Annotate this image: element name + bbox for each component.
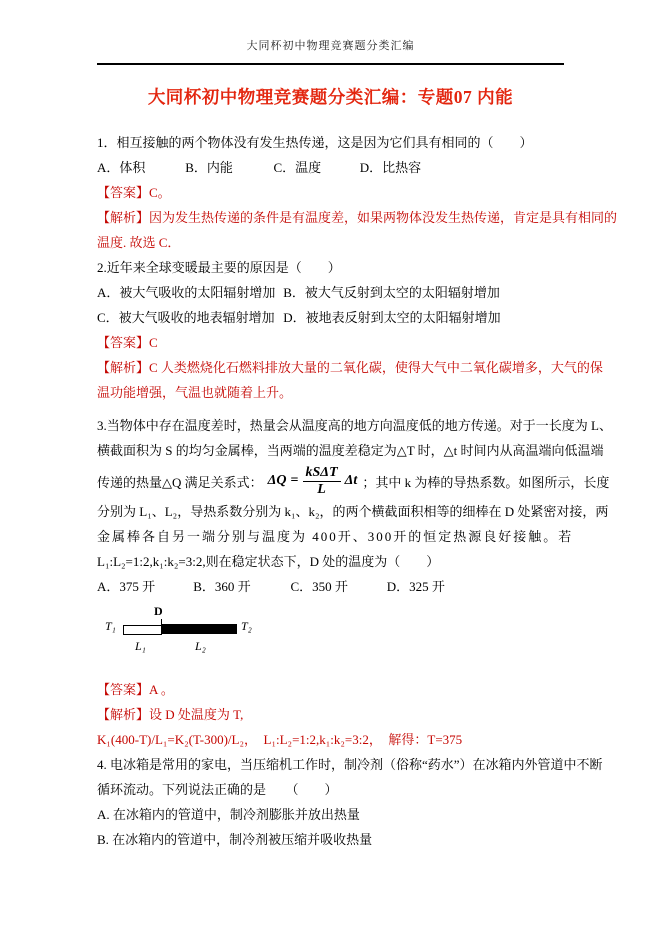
q1-answer: 【答案】C。 <box>97 185 171 200</box>
formula-numerator: kSΔT <box>303 465 341 482</box>
junction-tick <box>161 619 162 625</box>
figure-label-d: D <box>154 604 163 618</box>
q3-options <box>97 574 567 599</box>
q2-options-row2 <box>97 305 567 330</box>
page-title: 大同杯初中物理竞赛题分类汇编：专题07 内能 <box>147 87 514 107</box>
q3-option-b: B．360 开 <box>193 579 251 594</box>
q1-option-d: D．比热容 <box>359 160 422 175</box>
q2-options-row1 <box>97 280 567 305</box>
q3-analysis-line2: K₁(400-T)/L₁=K₂(T-300)/L₂， L₁:L₂=1:2,k₁:k₂=3:2， 解得：T=375 <box>97 732 463 747</box>
q2-option-c: C．被大气吸收的地表辐射增加 <box>97 310 275 325</box>
q1-option-c: C．温度 <box>273 160 322 175</box>
figure-label-l1: L₁ <box>135 639 146 653</box>
running-header: 大同杯初中物理竞赛题分类汇编 <box>246 40 415 52</box>
q1-option-a: A．体积 <box>97 160 146 175</box>
q3-stem-line5: 金属棒各自另一端分别与温度为 400开、300开的恒定热源良好接触。若 <box>97 529 574 544</box>
q3-stem-line6: L₁:L₂=1:2,k₁:k₂=3:2,则在稳定状态下，D 处的温度为（ ） <box>97 554 440 569</box>
q3-formula-row <box>97 463 610 499</box>
q2-option-d: D．被地表反射到太空的太阳辐射增加 <box>283 310 501 325</box>
q3-answer: 【答案】A 。 <box>97 682 174 697</box>
q2-analysis-line1: 【解析】C 人类燃烧化石燃料排放大量的二氧化碳，使得大气中二氧化碳增多，大气的保 <box>97 360 603 375</box>
figure-label-l2: L₂ <box>195 639 206 653</box>
q2-analysis-line2: 温功能增强，气温也就随着上升。 <box>97 385 293 400</box>
q4-option-b: B. 在冰箱内的管道中，制冷剂被压缩并吸收热量 <box>97 832 373 847</box>
q1-analysis-line1: 【解析】因为发生热传递的条件是有温度差，如果两物体没发生热传递，肯定是具有相同的 <box>97 210 618 225</box>
q4-option-a: A. 在冰箱内的管道中，制冷剂膨胀并放出热量 <box>97 807 360 822</box>
figure-label-t2: T₂ <box>241 619 252 633</box>
formula-fraction <box>303 465 341 497</box>
q3-formula-suffix-text: ；其中 k 为棒的导热系数。如图所示，长度 <box>362 474 610 490</box>
q3-option-c: C．350 开 <box>290 579 348 594</box>
figure-label-t1: T₁ <box>105 619 116 633</box>
formula-equals: = <box>290 473 299 488</box>
rod-figure <box>97 599 567 677</box>
q3-stem-line1: 3.当物体中存在温度差时，热量会从温度高的地方向温度低的地方传递。对于一长度为 L、 <box>97 418 612 433</box>
q4-stem-line1: 4. 电冰箱是常用的家电，当压缩机工作时，制冷剂（俗称“药水”）在冰箱内外管道中不断 <box>97 757 603 772</box>
document-body <box>97 130 618 852</box>
q4-stem-line2: 循环流动。下列说法正确的是 （ ） <box>97 782 338 797</box>
formula-suffix-term: Δt <box>344 473 358 488</box>
q3-analysis-line1: 【解析】设 D 处温度为 T, <box>97 707 244 722</box>
q2-answer: 【答案】C <box>97 335 158 350</box>
q3-stem-line4: 分别为 L₁、L₂，导热系数分别为 k₁、k₂，的两个横截面积相等的细棒在 D 处紧密对接，两 <box>97 504 609 519</box>
q2-stem: 2.近年来全球变暖最主要的原因是（ ） <box>97 260 341 275</box>
q1-option-b: B．内能 <box>185 160 233 175</box>
q2-option-b: B．被大气反射到太空的太阳辐射增加 <box>283 285 500 300</box>
heat-conduction-formula <box>268 465 358 497</box>
q1-options <box>97 155 567 180</box>
formula-lhs: ΔQ <box>267 473 287 488</box>
q3-stem-line2: 横截面积为 S 的均匀金属棒，当两端的温度差稳定为△T 时，△t 时间内从高温端向低温端 <box>97 443 604 458</box>
q3-option-d: D．325 开 <box>386 579 445 594</box>
rod-segment-l2 <box>161 624 237 634</box>
q3-formula-prefix: 传递的热量△Q 满足关系式： <box>97 474 263 490</box>
formula-denominator: L <box>317 482 326 497</box>
q3-option-a: A．375 开 <box>97 579 156 594</box>
rod-segment-l1 <box>123 625 162 635</box>
header-rule-divider <box>97 63 564 65</box>
q1-analysis-line2: 温度. 故选 C． <box>97 235 181 250</box>
q1-stem: 1．相互接触的两个物体没有发生热传递，这是因为它们具有相同的（ ） <box>97 135 533 150</box>
q2-option-a: A．被大气吸收的太阳辐射增加 <box>97 285 276 300</box>
